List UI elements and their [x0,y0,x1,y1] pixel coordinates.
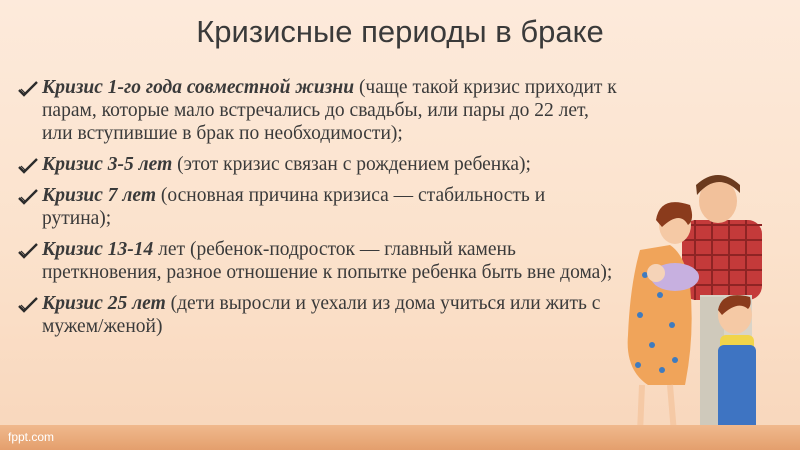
list-item [18,292,618,338]
checkmark-icon [18,242,38,260]
item-bold-text: Кризис 1-го года совместной жизни [42,77,355,98]
item-text: (этот кризис связан с рождением ребенка); [172,154,531,175]
item-text: (основная причина кризиса — стабильность и рутина); [42,185,546,229]
item-text: лет (ребенок-подросток — главный камень преткновения, разное отношение к попытке ребенка быть вне дома); [42,239,613,283]
slide-title: Кризисные периоды в браке [196,14,604,49]
list-item [18,153,618,176]
list-item [18,184,618,230]
crisis-list [18,76,618,346]
checkmark-icon [18,296,38,314]
footer-label: fppt.com [8,430,55,444]
checkmark-icon [18,80,38,98]
item-bold-text: Кризис 7 лет [42,185,157,206]
item-bold-text: Кризис 3-5 лет [42,154,173,175]
item-text: (чаще такой кризис приходит к парам, которые мало встречались до свадьбы, или пары до 22 лет, или вступившие в брак по необходимости); [42,77,617,144]
item-bold-text: Кризис 13-14 [42,239,154,260]
list-item [18,238,618,284]
list-item [18,76,618,145]
item-text: (дети выросли и уехали из дома учиться или жить с мужем/женой) [42,293,601,337]
item-bold-text: Кризис 25 лет [42,293,166,314]
footer-band [0,425,800,450]
checkmark-icon [18,188,38,206]
checkmark-icon [18,157,38,175]
family-illustration [600,165,800,450]
